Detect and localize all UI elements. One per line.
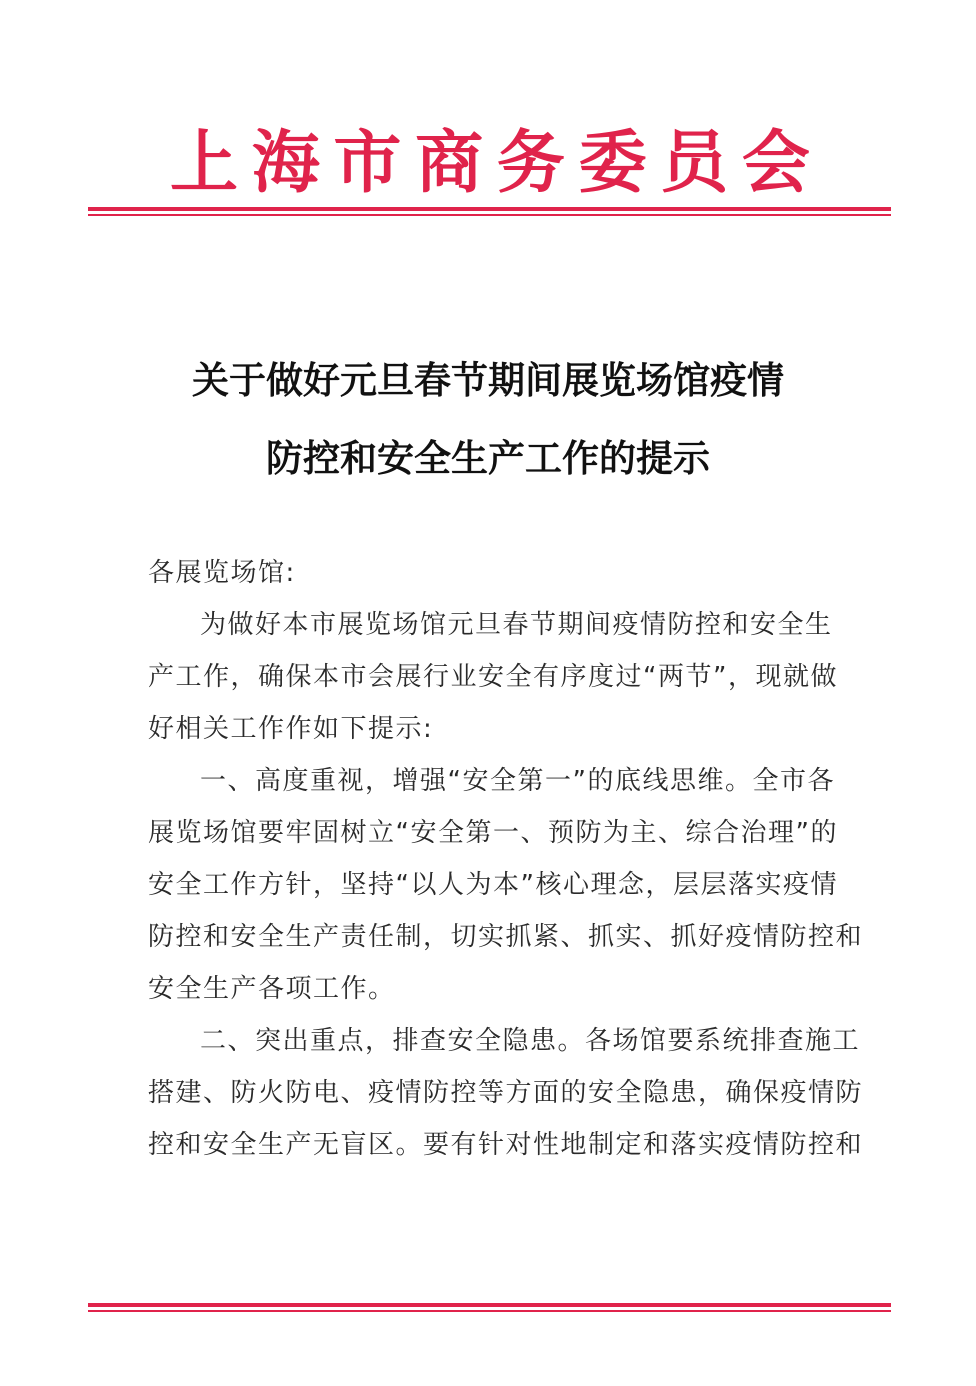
letterhead-char: 商 bbox=[415, 123, 484, 203]
paragraph-line: 为做好本市展览场馆元旦春节期间疫情防控和安全生 bbox=[200, 610, 833, 640]
footer-rule-thick bbox=[88, 1303, 891, 1307]
letterhead-char: 务 bbox=[496, 123, 565, 203]
paragraph-line: 展览场馆要牢固树立“安全第一、预防为主、综合治理”的 bbox=[148, 818, 838, 848]
salutation: 各展览场馆: bbox=[148, 558, 296, 588]
letterhead-char: 委 bbox=[578, 123, 647, 203]
letterhead bbox=[0, 118, 976, 208]
document-title-line-1: 关于做好元旦春节期间展览场馆疫情 bbox=[192, 358, 784, 402]
letterhead-char: 市 bbox=[333, 123, 402, 203]
header-rule-thick bbox=[88, 207, 891, 211]
letterhead-char: 上 bbox=[170, 123, 239, 203]
paragraph-line: 搭建、防火防电、疫情防控等方面的安全隐患，确保疫情防 bbox=[148, 1078, 864, 1108]
letterhead-char: 员 bbox=[660, 123, 729, 203]
letterhead-title bbox=[170, 118, 810, 208]
paragraph-line: 产工作，确保本市会展行业安全有序度过“两节”，现就做 bbox=[148, 662, 838, 692]
letterhead-char: 会 bbox=[741, 123, 810, 203]
paragraph-line: 防控和安全生产责任制，切实抓紧、抓实、抓好疫情防控和 bbox=[148, 922, 864, 952]
header-rule-thin bbox=[88, 214, 891, 216]
paragraph-line: 好相关工作作如下提示: bbox=[148, 714, 434, 744]
paragraph-line: 安全工作方针，坚持“以人为本”核心理念，层层落实疫情 bbox=[148, 870, 838, 900]
paragraph-line: 安全生产各项工作。 bbox=[148, 974, 396, 1004]
footer-rule-thin bbox=[88, 1310, 891, 1312]
paragraph-line: 控和安全生产无盲区。要有针对性地制定和落实疫情防控和 bbox=[148, 1130, 864, 1160]
letterhead-char: 海 bbox=[251, 123, 320, 203]
paragraph-line: 二、突出重点，排查安全隐患。各场馆要系统排查施工 bbox=[200, 1026, 861, 1056]
paragraph-line: 一、高度重视，增强“安全第一”的底线思维。全市各 bbox=[200, 766, 835, 796]
document-title-line-2: 防控和安全生产工作的提示 bbox=[266, 436, 710, 480]
